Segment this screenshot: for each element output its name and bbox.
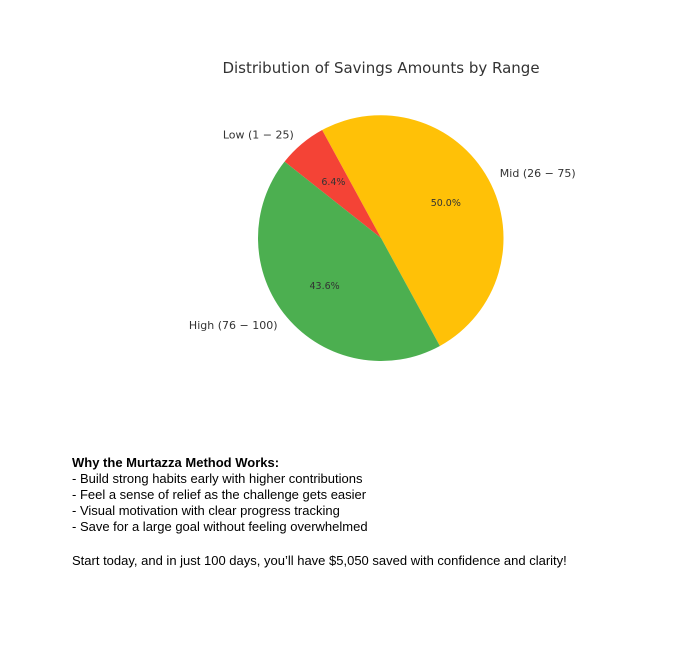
slice-percent-label: 6.4%: [321, 177, 346, 189]
slice-category-label: Low (1 − 25): [222, 128, 294, 142]
info-bullet: - Build strong habits early with higher contributions: [72, 471, 363, 486]
slice-percent-label: 50.0%: [430, 198, 461, 210]
info-heading: Why the Murtazza Method Works:: [72, 455, 280, 470]
info-closing: Start today, and in just 100 days, you’ll have $5,050 saved with confidence and clarity!: [72, 553, 567, 568]
slice-category-label: High (76 − 100): [188, 319, 278, 333]
info-section: [72, 455, 662, 569]
pie-slices: [258, 115, 504, 361]
info-bullet: - Save for a large goal without feeling overwhelmed: [72, 519, 368, 534]
slice-category-label: Mid (26 − 75): [499, 167, 576, 181]
info-bullet: - Feel a sense of relief as the challenge gets easier: [72, 487, 367, 502]
slice-percent-label: 43.6%: [309, 281, 340, 293]
info-bullet: - Visual motivation with clear progress tracking: [72, 503, 340, 518]
chart-title: Distribution of Savings Amounts by Range: [222, 59, 540, 77]
